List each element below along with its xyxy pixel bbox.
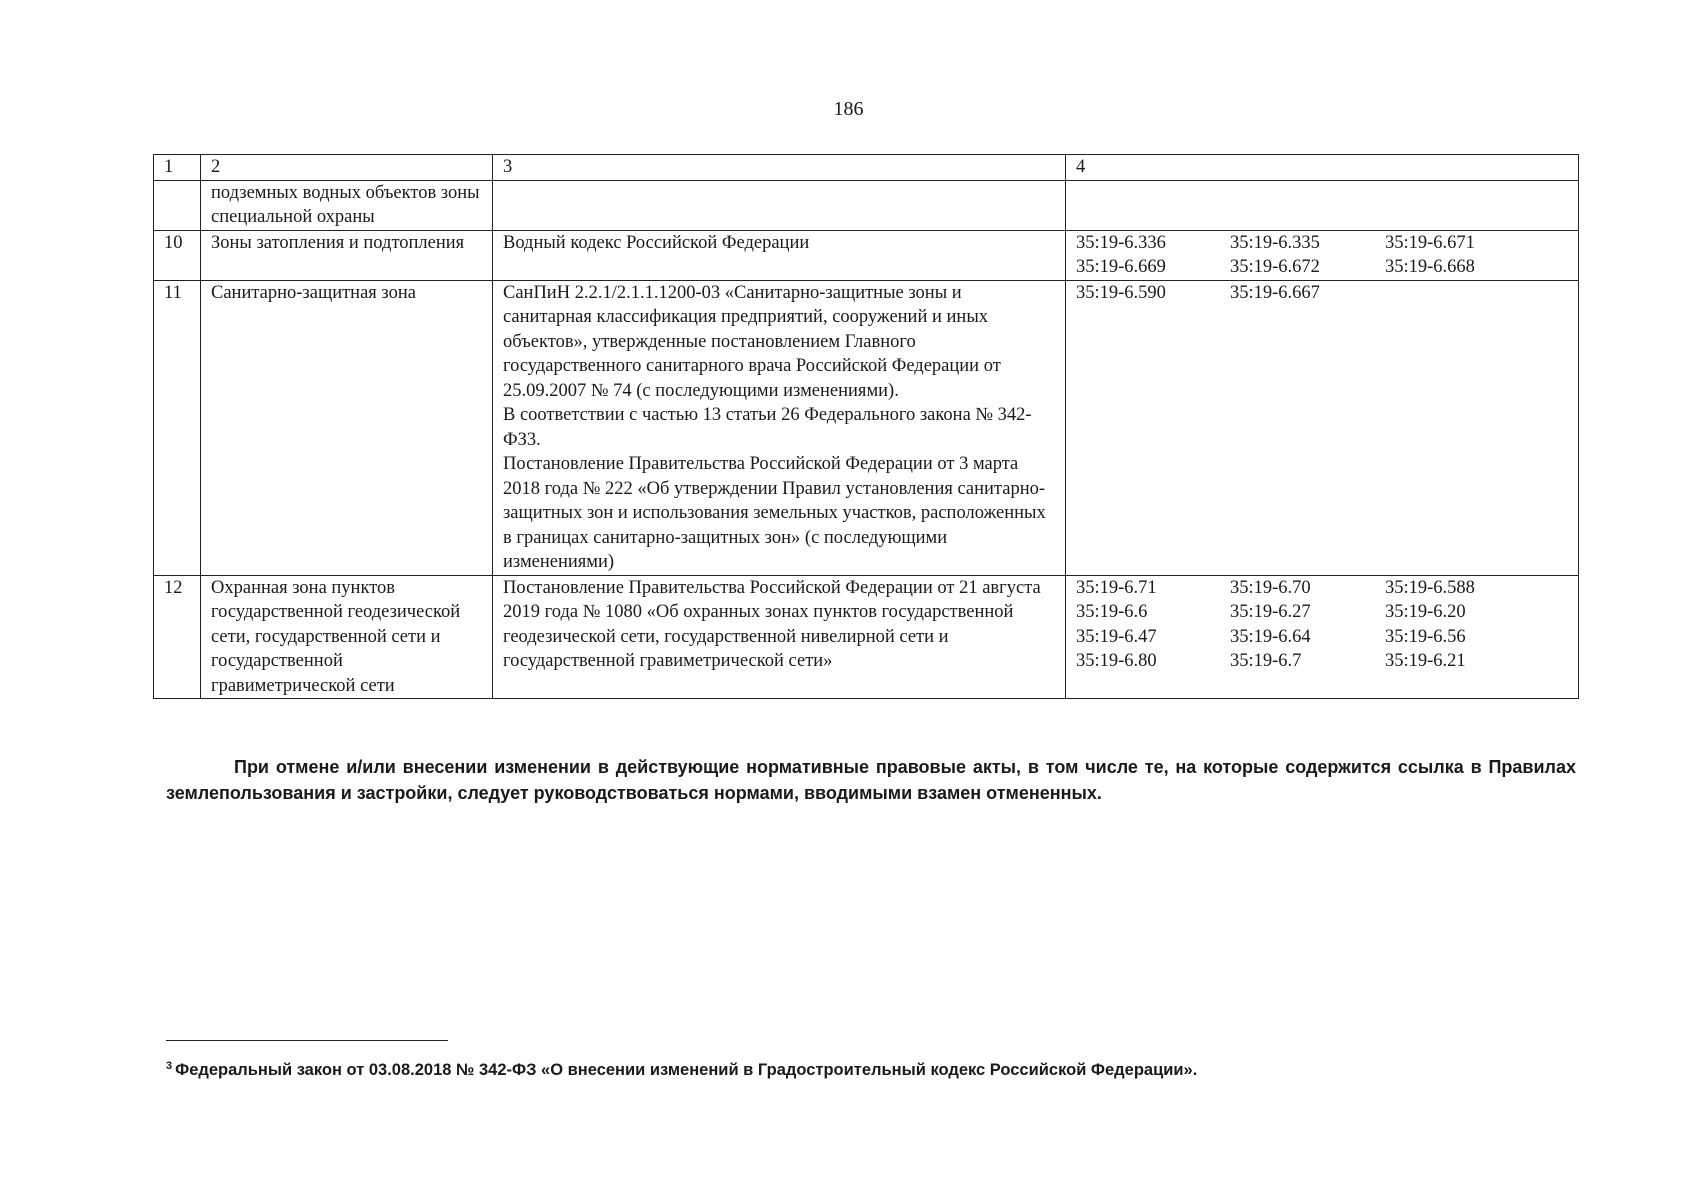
table-row bbox=[154, 575, 1579, 699]
row-number: 12 bbox=[154, 575, 201, 699]
zone-code: 35:19-6.335 bbox=[1230, 232, 1320, 253]
zone-name: Охранная зона пунктов государственной геодезической сети, государственной сети и государственной гравиметрической сети bbox=[201, 575, 493, 699]
header-col-3: 3 bbox=[493, 155, 1066, 181]
footnote-divider bbox=[166, 1040, 448, 1041]
zone-code: 35:19-6.7 bbox=[1230, 651, 1302, 671]
table-row bbox=[154, 280, 1579, 575]
table-row-continuation bbox=[154, 180, 1579, 230]
zone-codes bbox=[1066, 280, 1579, 575]
zone-code: 35:19-6.27 bbox=[1230, 602, 1311, 622]
zone-code: 35:19-6.671 bbox=[1385, 232, 1475, 253]
zone-code: 35:19-6.672 bbox=[1230, 257, 1320, 277]
zone-code: 35:19-6.20 bbox=[1385, 602, 1466, 622]
zone-code: 35:19-6.590 bbox=[1076, 282, 1166, 303]
row-number bbox=[154, 180, 201, 230]
footnote-marker: 3 bbox=[166, 1060, 173, 1072]
legal-basis: Водный кодекс Российской Федерации bbox=[493, 230, 1066, 280]
legal-basis bbox=[493, 180, 1066, 230]
zone-name: Санитарно-защитная зона bbox=[201, 280, 493, 575]
legal-basis-paragraph: Постановление Правительства Российской Федерации от 3 марта 2018 года № 222 «Об утверждении Правил установления санитарно-защитных зон и использования земельных участков, расположенных в границах санитарно-защитных зон» (с последующими изменениями) bbox=[503, 454, 1046, 572]
zones-table bbox=[153, 154, 1579, 699]
zone-code: 35:19-6.80 bbox=[1076, 651, 1157, 671]
zone-code: 35:19-6.64 bbox=[1230, 626, 1311, 647]
footnote-text: Федеральный закон от 03.08.2018 № 342-ФЗ «О внесении изменений в Градостроительный кодекс Российской Федерации». bbox=[175, 1061, 1198, 1079]
legal-basis: Постановление Правительства Российской Федерации от 21 августа 2019 года № 1080 «Об охранных зонах пунктов государственной геодезической сети, государственной нивелирной сети и государственной гравиметрической сети» bbox=[493, 575, 1066, 699]
zone-codes bbox=[1066, 180, 1579, 230]
table-header-row bbox=[154, 155, 1579, 181]
zone-code: 35:19-6.70 bbox=[1230, 577, 1311, 598]
footnote bbox=[166, 1055, 1586, 1081]
row-number: 11 bbox=[154, 280, 201, 575]
page-number: 186 bbox=[833, 98, 864, 120]
legal-basis-paragraph: СанПиН 2.2.1/2.1.1.1200-03 «Санитарно-защитные зоны и санитарная классификация предприятий, сооружений и иных объектов», утвержденные постановлением Главного государственного санитарного врача Российской Федерации от 25.09.2007 № 74 (с последующими изменениями). bbox=[503, 282, 1001, 401]
zone-code: 35:19-6.336 bbox=[1076, 232, 1166, 253]
zone-name: Зоны затопления и подтопления bbox=[201, 230, 493, 280]
zone-codes bbox=[1066, 575, 1579, 699]
zone-code: 35:19-6.71 bbox=[1076, 577, 1157, 598]
amendment-note: При отмене и/или внесении изменении в действующие нормативные правовые акты, в том числе те, на которые содержится ссылка в Правилах землепользования и застройки, следует руководствоваться нормами, вводимыми взамен отмененных. bbox=[166, 757, 1576, 803]
row-number: 10 bbox=[154, 230, 201, 280]
zone-code: 35:19-6.588 bbox=[1385, 577, 1475, 598]
zone-code: 35:19-6.21 bbox=[1385, 651, 1466, 671]
header-col-1: 1 bbox=[154, 155, 201, 181]
header-col-2: 2 bbox=[201, 155, 493, 181]
header-col-4: 4 bbox=[1066, 155, 1579, 181]
zone-code: 35:19-6.47 bbox=[1076, 626, 1157, 647]
zone-name: подземных водных объектов зоны специальной охраны bbox=[201, 180, 493, 230]
zone-code: 35:19-6.6 bbox=[1076, 602, 1148, 622]
table-row bbox=[154, 230, 1579, 280]
zone-codes bbox=[1066, 230, 1579, 280]
zone-code: 35:19-6.56 bbox=[1385, 626, 1466, 647]
zone-code: 35:19-6.668 bbox=[1385, 257, 1475, 277]
legal-basis bbox=[493, 280, 1066, 575]
legal-basis-paragraph: В соответствии с частью 13 статьи 26 Федерального закона № 342-ФЗ3. bbox=[503, 405, 1032, 450]
zone-code: 35:19-6.669 bbox=[1076, 257, 1166, 277]
zone-code: 35:19-6.667 bbox=[1230, 282, 1320, 303]
